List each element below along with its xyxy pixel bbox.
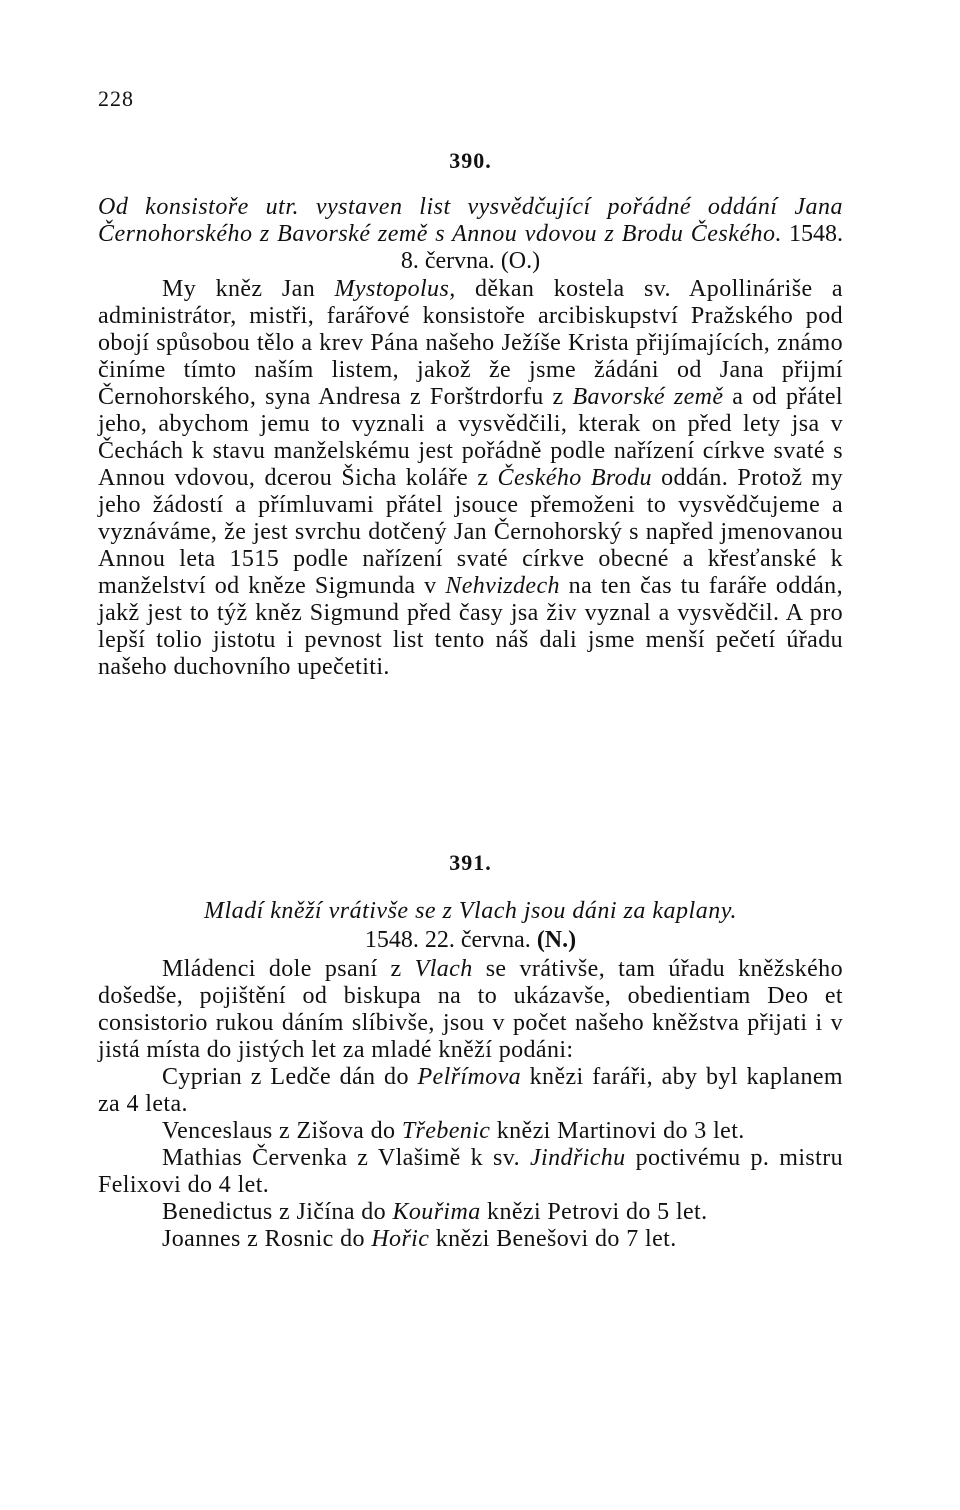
text-run: Venceslaus z Zišova do [162, 1118, 402, 1144]
list-item [98, 1145, 843, 1199]
text-run: oddán. Protož my jeho žádostí a přímluvami přátel jsouce přemoženi to vysvědčujeme a vyznáváme, že jest svrchu dotčený Jan Černohorský s napřed jmenovanou Annou leta 1515 podle nařízení svaté církve obecné a křesťanské k manželství od kněze Sigmunda v [98, 465, 844, 599]
italic-place: Hořic [371, 1226, 430, 1252]
heading-source: (O.) [500, 248, 541, 274]
list-item [98, 1199, 843, 1226]
text-run: Benedictus z Jičína do [162, 1199, 393, 1225]
document-number: 391. [449, 850, 492, 875]
document-body [98, 276, 843, 681]
text-run: děkan kostela sv. Apollináriše a administrátor, mistři, farářové konsistoře arcibiskupství Pražského pod obojí spůsobou tělo a krev Pána našeho Ježíše Krista přijímajících, známo činíme tímto naším listem, jakož že jsme žádáni od Jana přijmí Černohorského, syna Andresa z Forštrdorfu z [98, 276, 843, 410]
list-item [98, 1118, 843, 1145]
document-heading-date-line [98, 927, 843, 954]
page-number: 228 [98, 86, 134, 111]
italic-name: Mystopolus, [334, 276, 456, 302]
body-paragraph [98, 276, 843, 681]
text-run: na ten čas tu faráře oddán, jakž jest to týž kněz Sigmund před časy jsa živ vyznal a vysvědčil. A pro lepší tolio jistotu i pevnost list tento náš dali jsme menší pečetí úřadu našeho duchovního upečetiti. [98, 573, 843, 680]
text-run: Mládenci dole psaní z [162, 956, 415, 982]
document-heading [98, 194, 843, 275]
text-run: a od přátel jeho, abychom jemu to vyznali a vysvědčili, kterak on před lety jsa v Čechách k stavu manželskému jest pořádně podle nařízení církve svaté s Annou vdovou, dcerou Šicha koláře z [98, 384, 843, 491]
heading-summary: Mladí kněží vrátivše se z Vlach jsou dáni za kaplany. [203, 898, 738, 924]
text-run: knězi Benešovi do 7 let. [429, 1226, 677, 1252]
text-run: knězi faráři, aby byl kaplanem za 4 leta. [98, 1064, 843, 1117]
text-run: knězi Petrovi do 5 let. [480, 1199, 708, 1225]
document-390 [98, 148, 843, 681]
document-391 [98, 850, 843, 1253]
heading-summary: Od konsistoře utr. vystaven list vysvědčující pořádné oddání Jana Černohorského z Bavorské země s Annou vdovou z Brodu Českého. [98, 194, 843, 247]
text-run: Joannes z Rosnic do [162, 1226, 372, 1252]
document-number: 390. [449, 148, 492, 173]
document-body [98, 956, 843, 1253]
text-run: knězi Martinovi do 3 let. [490, 1118, 745, 1144]
italic-place: Kouřima [392, 1199, 481, 1225]
italic-place: Českého Brodu [497, 465, 652, 491]
italic-place: Třebenic [401, 1118, 491, 1144]
heading-date: 1548. 8. června. [400, 221, 843, 274]
italic-place: Jindřichu [529, 1145, 626, 1171]
body-paragraph [98, 956, 843, 1064]
text-run: se vrátivše, tam úřadu kněžského došedše, pojištění od biskupa na to ukázavše, obedientiam Deo et consistorio rukou dáním slíbivše, jsou v počet našeho kněžstva přijati i v jistá místa do jistých let za mladé kněží podáni: [98, 956, 843, 1063]
heading-date: 1548. 22. června. [364, 927, 531, 953]
document-heading [98, 898, 843, 925]
italic-place: Pelřímova [417, 1064, 522, 1090]
text-run: Mathias Červenka z Vlašimě k sv. [162, 1145, 530, 1171]
text-run: My kněz Jan [162, 276, 335, 302]
heading-source: (N.) [536, 927, 577, 953]
italic-place: Nehvizdech [445, 573, 560, 599]
italic-place: Bavorské země [572, 384, 724, 410]
list-item [98, 1064, 843, 1118]
list-item [98, 1226, 843, 1253]
text-run: poctivému p. mistru Felixovi do 4 let. [98, 1145, 843, 1198]
italic-place: Vlach [414, 956, 473, 982]
text-run: Cyprian z Ledče dán do [162, 1064, 418, 1090]
